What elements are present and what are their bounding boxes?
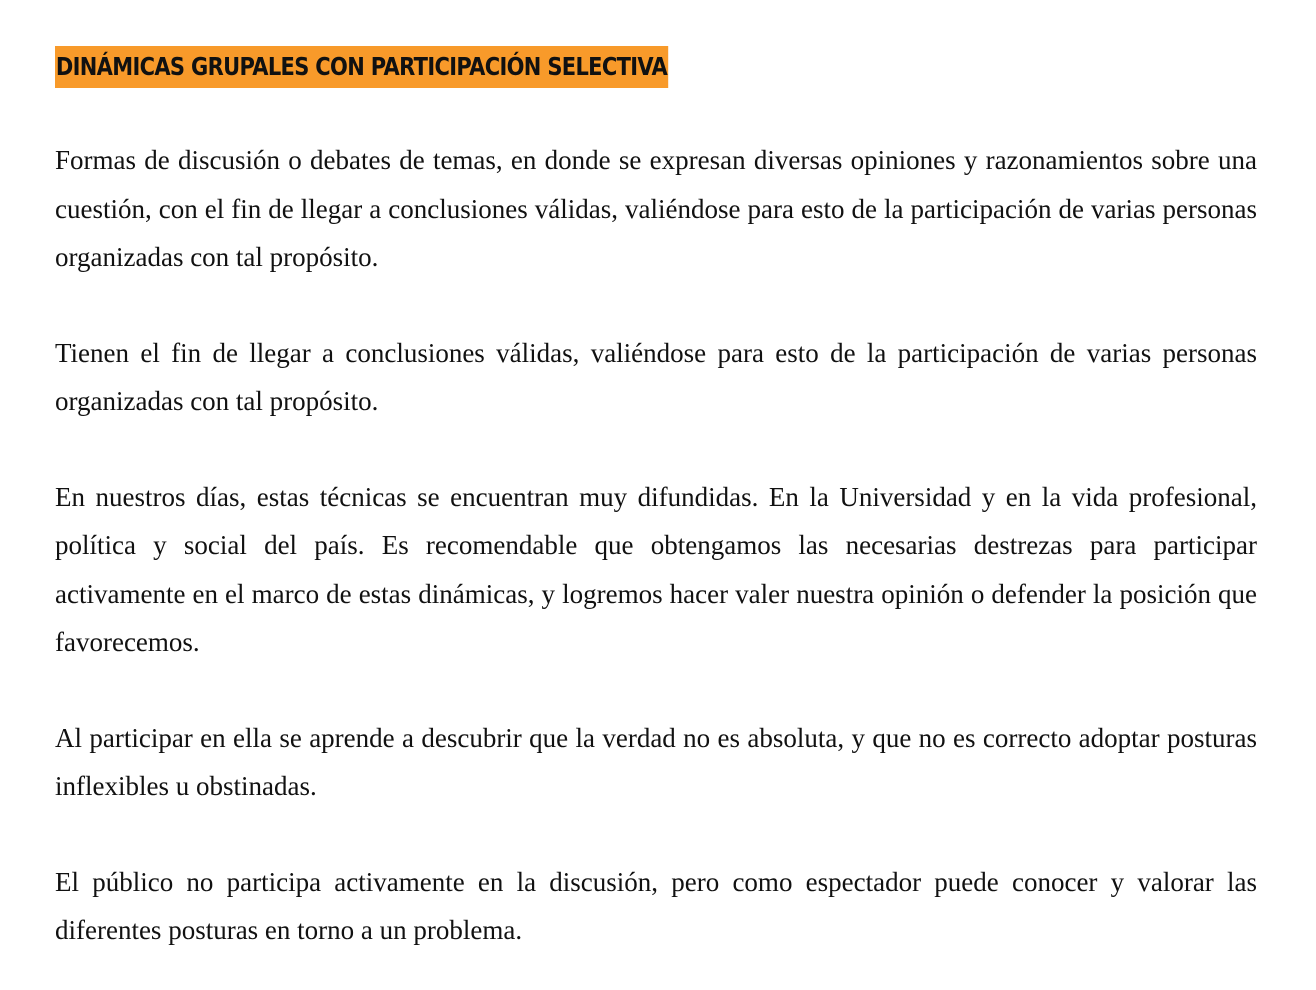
- paragraph-1: Formas de discusión o debates de temas, en donde se expresan diversas opiniones y razonamientos sobre una cuestión, con el fin de llegar a conclusiones válidas, valiéndose para esto de la participación de varias personas organizadas con tal propósito.: [55, 145, 1257, 272]
- page-title: DINÁMICAS GRUPALES CON PARTICIPACIÓN SELECTIVA: [55, 46, 668, 88]
- title-container: [55, 46, 1257, 88]
- paragraph-5: El público no participa activamente en la discusión, pero como espectador puede conocer y valorar las diferentes posturas en torno a un problema.: [55, 866, 1257, 945]
- paragraph-3: En nuestros días, estas técnicas se encuentran muy difundidas. En la Universidad y en la vida profesional, política y social del país. Es recomendable que obtengamos las necesarias destrezas para participar activamente en el marco de estas dinámicas, y logremos hacer valer nuestra opinión o defender la posición que favorecemos.: [55, 481, 1257, 657]
- paragraph-2: Tienen el fin de llegar a conclusiones válidas, valiéndose para esto de la participación de varias personas organizadas con tal propósito.: [55, 337, 1257, 416]
- paragraph-4: Al participar en ella se aprende a descubrir que la verdad no es absoluta, y que no es correcto adoptar posturas inflexibles u obstinadas.: [55, 722, 1257, 801]
- document-body: [55, 46, 1257, 955]
